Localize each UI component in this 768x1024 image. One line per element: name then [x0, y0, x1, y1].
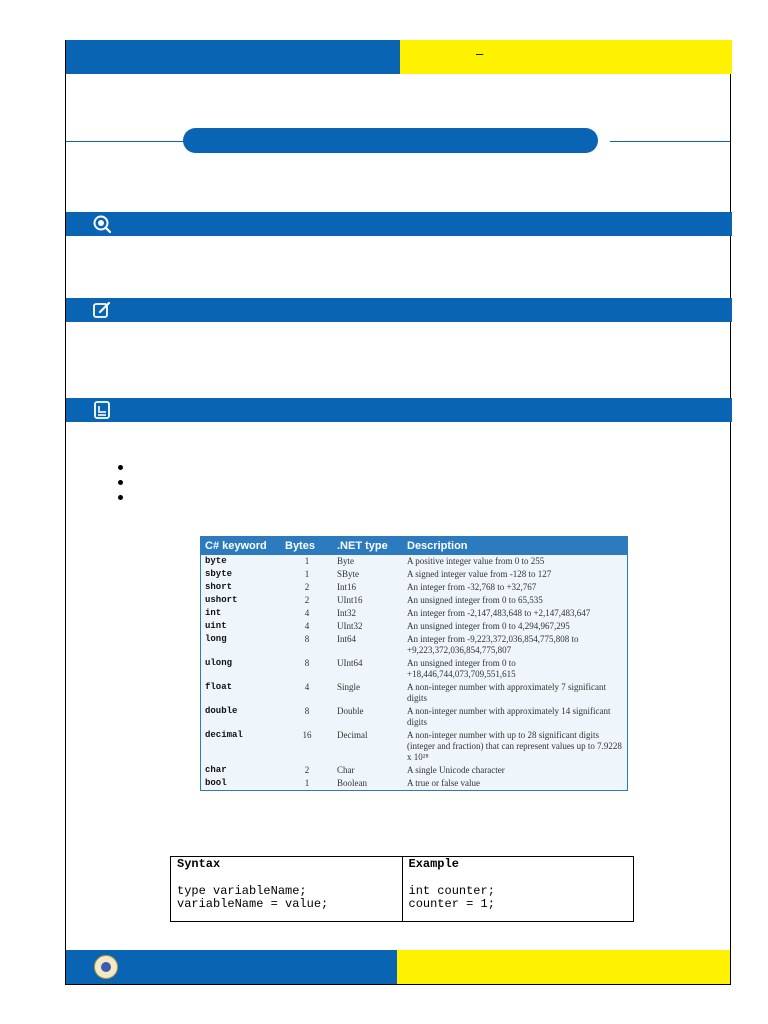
description-cell: An unsigned integer from 0 to 65,535: [407, 595, 543, 605]
title-rule-right: [610, 141, 730, 142]
syntax-example-box: [170, 856, 634, 922]
keyword-cell: sbyte: [205, 569, 233, 579]
footer-blue-band: [66, 950, 399, 984]
table-header-row: [201, 537, 627, 555]
keyword-cell: char: [205, 765, 227, 775]
bytes-cell: 8: [304, 658, 310, 668]
description-cell: An integer from -2,147,483,648 to +2,147,483,647: [407, 608, 591, 618]
description-cell: An integer from -32,768 to +32,767: [407, 582, 537, 592]
net-type-cell: Decimal: [337, 730, 368, 740]
example-line: counter = 1;: [408, 897, 495, 911]
document-icon: [92, 400, 112, 420]
description-cell: A non-integer number with up to 28 significant digits (integer and fraction) that can represent values up to 7.9228 x 10²⁸: [407, 730, 622, 762]
header-yellow-band: [400, 40, 732, 74]
column-header: C# keyword: [201, 537, 281, 555]
bytes-cell: 2: [304, 582, 310, 592]
keyword-cell: long: [205, 634, 227, 644]
keyword-cell: int: [205, 608, 222, 618]
column-header: .NET type: [333, 537, 403, 555]
description-cell: A positive integer value from 0 to 255: [407, 556, 545, 566]
net-type-cell: Int64: [337, 634, 356, 644]
keyword-cell: ulong: [205, 658, 233, 668]
footer-yellow-band: [397, 950, 730, 984]
net-type-cell: UInt32: [337, 621, 363, 631]
section-bar-objectives: [66, 212, 732, 236]
net-type-cell: Int32: [337, 608, 356, 618]
bytes-cell: 4: [304, 608, 310, 618]
example-label: Example: [408, 857, 459, 871]
edit-pencil-icon: [92, 300, 112, 320]
table-row: [201, 764, 627, 777]
bytes-cell: 2: [304, 595, 310, 605]
table-body: [201, 555, 627, 790]
bytes-cell: 8: [304, 706, 310, 716]
bytes-cell: 8: [304, 634, 310, 644]
title-pill: [183, 128, 598, 153]
bytes-cell: 4: [304, 621, 310, 631]
table-row: [201, 607, 627, 620]
syntax-line: variableName = value;: [177, 897, 329, 911]
net-type-cell: Double: [337, 706, 364, 716]
net-type-cell: Char: [337, 765, 355, 775]
description-cell: An unsigned integer from 0 to 4,294,967,295: [407, 621, 570, 631]
bytes-cell: 1: [304, 556, 310, 566]
net-type-cell: UInt64: [337, 658, 363, 668]
keyword-cell: byte: [205, 556, 227, 566]
header-blue-band: [66, 40, 400, 74]
example-line: int counter;: [408, 884, 495, 898]
keyword-cell: decimal: [205, 730, 243, 740]
section-bar-notes: [66, 398, 732, 422]
keyword-cell: uint: [205, 621, 227, 631]
table-row: [201, 633, 627, 657]
bytes-cell: 16: [302, 730, 312, 740]
net-type-cell: Byte: [337, 556, 354, 566]
table-row: [201, 657, 627, 681]
bytes-cell: 1: [304, 778, 310, 788]
keyword-cell: float: [205, 682, 233, 692]
description-cell: A single Unicode character: [407, 765, 505, 775]
description-cell: A non-integer number with approximately 14 significant digits: [407, 706, 611, 727]
table-row: [201, 729, 627, 764]
example-cell: [402, 857, 633, 921]
syntax-line: type variableName;: [177, 884, 307, 898]
table-row: [201, 581, 627, 594]
keyword-cell: ushort: [205, 595, 238, 605]
syntax-label: Syntax: [177, 857, 221, 871]
description-cell: A signed integer value from -128 to 127: [407, 569, 552, 579]
keyword-cell: short: [205, 582, 233, 592]
description-cell: A non-integer number with approximately 7 significant digits: [407, 682, 606, 703]
bytes-cell: 4: [304, 682, 310, 692]
keyword-cell: double: [205, 706, 238, 716]
school-logo-icon: [94, 955, 118, 979]
description-cell: An integer from -9,223,372,036,854,775,808 to +9,223,372,036,854,775,807: [407, 634, 579, 655]
table-row: [201, 594, 627, 607]
table-row: [201, 777, 627, 790]
table-row: [201, 620, 627, 633]
header-dash: –: [476, 46, 484, 61]
column-header: Bytes: [281, 537, 333, 555]
description-cell: An unsigned integer from 0 to +18,446,744,073,709,551,615: [407, 658, 516, 679]
net-type-cell: Int16: [337, 582, 356, 592]
description-cell: A true or false value: [407, 778, 480, 788]
section-bar-task: [66, 298, 732, 322]
column-header: Description: [403, 537, 627, 555]
net-type-cell: UInt16: [337, 595, 363, 605]
magnifier-check-icon: [92, 214, 112, 234]
data-types-table: [200, 536, 628, 791]
worksheet-page: [65, 40, 731, 985]
title-rule-left: [66, 141, 186, 142]
syntax-cell: [171, 857, 402, 921]
net-type-cell: Boolean: [337, 778, 367, 788]
table-row: [201, 681, 627, 705]
bytes-cell: 1: [304, 569, 310, 579]
table-row: [201, 568, 627, 581]
table-row: [201, 705, 627, 729]
keyword-cell: bool: [205, 778, 227, 788]
net-type-cell: Single: [337, 682, 361, 692]
table-row: [201, 555, 627, 568]
bytes-cell: 2: [304, 765, 310, 775]
net-type-cell: SByte: [337, 569, 360, 579]
